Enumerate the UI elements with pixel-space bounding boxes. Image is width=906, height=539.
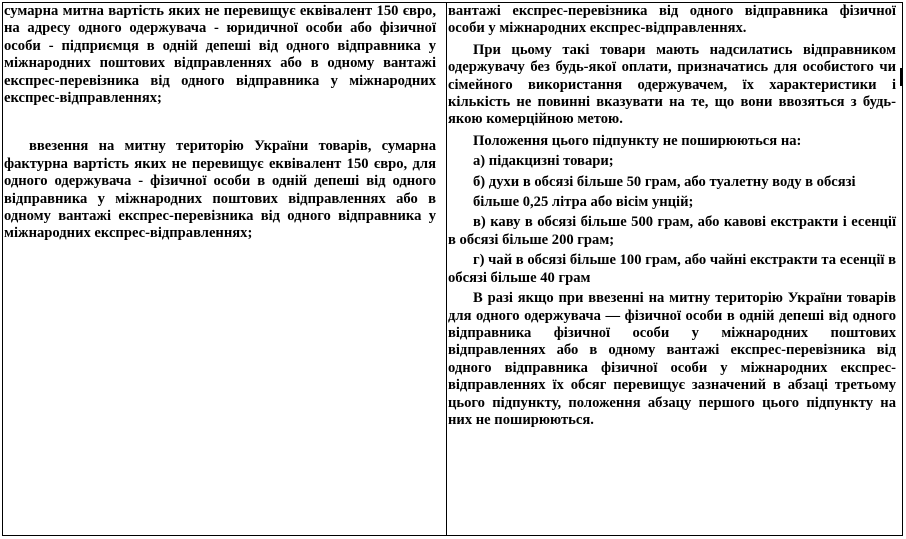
list-item-a: а) підакцизні товари; bbox=[473, 153, 614, 170]
left-column bbox=[4, 3, 436, 243]
right-paragraph-1: вантажі експрес-перевізника від одного відправника фізичної особи у міжнародних експрес-відправленнях. bbox=[448, 3, 896, 37]
list-item-b: б) духи в обсязі більше 50 грам, або туалетну воду в обсязі bbox=[473, 173, 856, 190]
list-item-g: г) чай в обсязі більше 100 грам, або чайні екстракти та есенції в обсязі більше 40 грам bbox=[448, 252, 896, 286]
right-paragraph-2: При цьому такі товари мають надсилатись відправником одержувачу без будь-якої оплати, призначатись для особистого чи сімейного використання одержувачем, їх характеристики і кількість не повинні вказувати на те, що вони ввозяться з будь-якою комерційною метою. bbox=[448, 41, 896, 128]
left-paragraph-1: сумарна митна вартість яких не перевищує еквівалент 150 євро, на адресу одного одержувача - юридичної особи або фізичної особи - підприємця в одній депеші від одного відправника у міжнародних поштових відправленнях або в одному вантажі експрес-перевізника від одного відправника у міжнародних експрес-відправленнях; bbox=[4, 3, 436, 107]
right-column bbox=[448, 3, 896, 429]
left-paragraph-2: ввезення на митну територію України товарів, сумарна фактурна вартість яких не перевищує еквівалент 150 євро, для одного одержувача - фізичної особи в одній депеші від одного відправника у міжнародних поштових відправленнях або в одному вантажі експрес-перевізника від одного відправника у міжнародних експрес-відправленнях; bbox=[4, 138, 436, 242]
list-item-v: в) каву в обсязі більше 500 грам, або кавові екстракти і есенції в обсязі більше 200 грам; bbox=[448, 214, 896, 248]
right-paragraph-4: В разі якщо при ввезенні на митну територію України товарів для одного одержувача — фізичної особи в одній депеші від одного відправника фізичної особи у міжнародних поштових відправленнях або в одному вантажі експрес-перевізника від одного відправника фізичної особи у міжнародних експрес-відправленнях їх обсяг перевищує зазначений в абзаці третьому цього підпункту, положення абзацу першого цього підпункту на них не поширюються. bbox=[448, 290, 896, 428]
column-divider bbox=[446, 3, 447, 535]
list-item-b-continued: більше 0,25 літра або вісім унцій; bbox=[473, 194, 694, 211]
text-cursor bbox=[900, 68, 902, 86]
right-paragraph-3: Положення цього підпункту не поширюються на: bbox=[473, 132, 802, 149]
